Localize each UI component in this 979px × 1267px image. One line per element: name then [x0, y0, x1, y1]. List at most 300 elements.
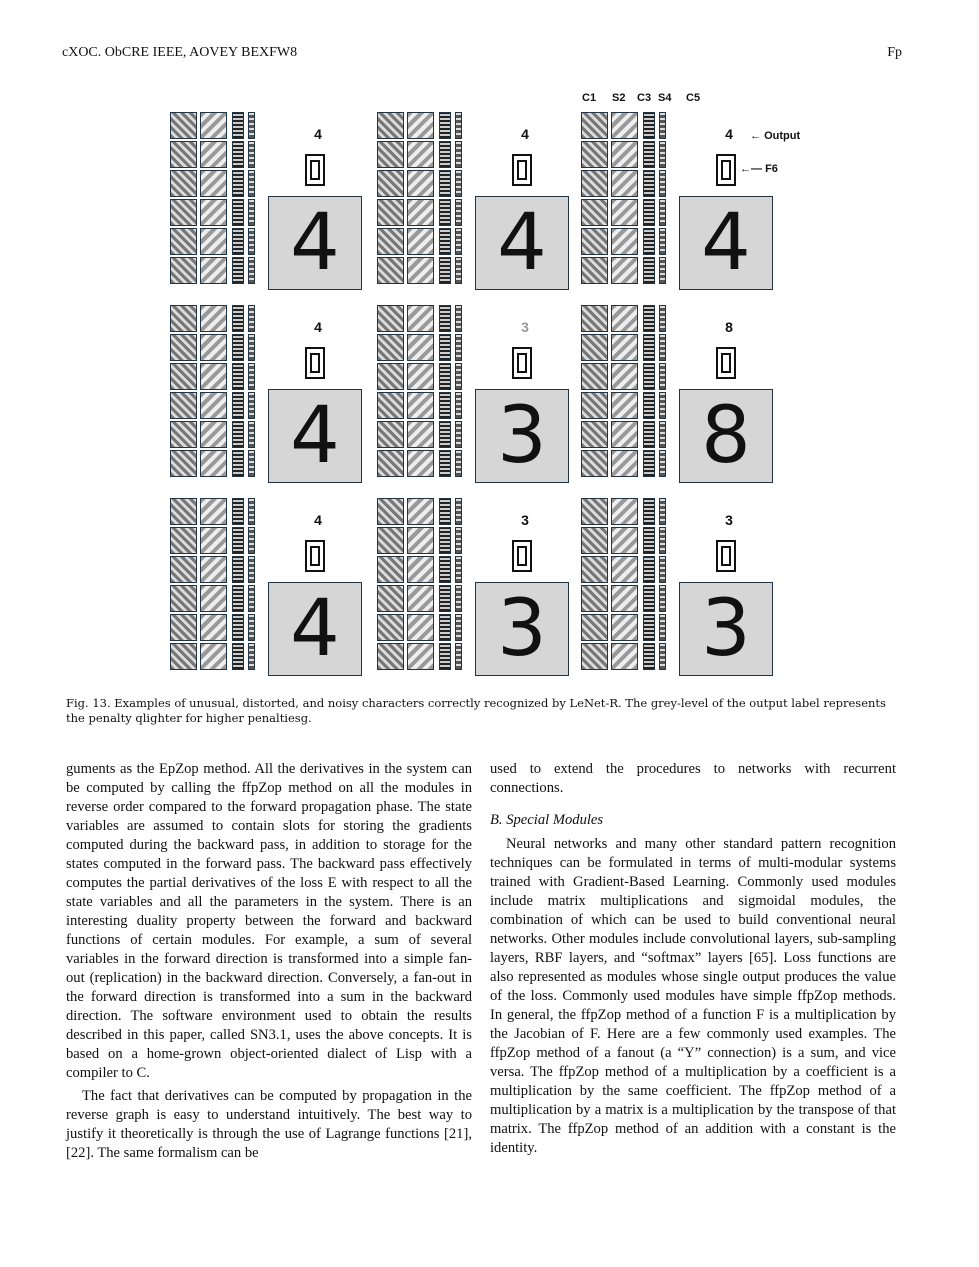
feature-map — [439, 643, 451, 670]
feature-map — [170, 199, 197, 226]
feature-map — [659, 450, 666, 477]
figure-panel — [581, 285, 777, 481]
feature-map — [455, 305, 462, 332]
feature-map — [407, 363, 434, 390]
feature-map-column — [659, 305, 666, 477]
feature-map — [377, 498, 404, 525]
feature-map — [611, 228, 638, 255]
feature-map-column — [232, 112, 244, 284]
feature-map — [455, 585, 462, 612]
feature-map — [659, 257, 666, 284]
feature-map — [407, 141, 434, 168]
feature-map — [659, 421, 666, 448]
feature-map — [611, 392, 638, 419]
feature-map — [232, 199, 244, 226]
feature-map — [248, 170, 255, 197]
f6-annotation: ←— F6 — [740, 163, 778, 175]
feature-map — [248, 305, 255, 332]
feature-map — [643, 585, 655, 612]
feature-map-column — [643, 305, 655, 477]
figure-panel — [377, 285, 573, 481]
feature-map — [200, 305, 227, 332]
feature-map — [439, 334, 451, 361]
feature-map-column — [439, 112, 451, 284]
feature-map — [455, 421, 462, 448]
feature-map — [611, 305, 638, 332]
feature-map — [377, 643, 404, 670]
feature-map — [377, 421, 404, 448]
feature-map — [439, 498, 451, 525]
feature-map — [581, 170, 608, 197]
paragraph: Neural networks and many other standard pattern recognition techniques can be formulated in terms of multi-modular systems trained with Gradient-Based Learning. Commonly used modules include matrix multiplications and sigmoidal modules, the combination of which can be used to build conventional neural networks. Other modules include convolutional layers, sub-sampling layers, RBF layers, and “softmax” layers [65]. Loss functions are also represented as modules whose single output produces the value of the loss. Commonly used modules have simple ffpZop methods. In general, the ffpZop method of a function F is a multiplication by the Jacobian of F. Here are a few commonly used examples. The ffpZop method of a fanout (a “Y” connection) is a sum, and vice versa. The ffpZop method of a multiplication by a coefficient is a multiplication by the same coefficient. The ffpZop method of a multiplication by a matrix is a multiplication by the transpose of that matrix. The ffpZop method of an addition with a constant is the identity. — [490, 836, 896, 1156]
feature-map — [439, 363, 451, 390]
feature-map — [659, 643, 666, 670]
feature-map — [643, 614, 655, 641]
feature-map — [581, 334, 608, 361]
feature-map — [659, 585, 666, 612]
feature-map — [377, 450, 404, 477]
input-image: 3 — [475, 389, 569, 483]
figure-panel — [377, 92, 573, 288]
feature-map — [170, 141, 197, 168]
f6-layer-map — [305, 347, 325, 379]
feature-map-column — [407, 305, 434, 477]
f6-layer-map — [716, 347, 736, 379]
feature-map — [232, 112, 244, 139]
feature-map — [455, 527, 462, 554]
paragraph: The fact that derivatives can be computed by propagation in the reverse graph is easy to understand intuitively. The best way to justify it theoretically is through the use of Lagrange functions [21], [22]. The same formalism can be — [66, 1088, 472, 1161]
feature-map — [643, 141, 655, 168]
feature-map — [200, 556, 227, 583]
feature-map — [659, 614, 666, 641]
feature-map — [407, 257, 434, 284]
feature-map — [659, 305, 666, 332]
feature-map — [232, 614, 244, 641]
feature-map — [200, 334, 227, 361]
output-digit: 4 — [521, 126, 529, 142]
feature-map — [232, 585, 244, 612]
input-image: 4 — [268, 389, 362, 483]
feature-map — [611, 170, 638, 197]
feature-map — [407, 334, 434, 361]
f6-layer-map — [512, 154, 532, 186]
feature-map-column — [170, 112, 197, 284]
feature-map — [643, 421, 655, 448]
feature-map — [581, 363, 608, 390]
feature-map — [377, 556, 404, 583]
page-number: Fp — [887, 45, 902, 60]
paragraph: guments as the EpZop method. All the derivatives in the system can be computed by calling the ffpZop method on all the modules in reverse order compared to the forward propagation phase. The state variables are assumed to contain slots for storing the gradients computed during the backward pass, in addition to storage for the states computed in the forward pass. The backward pass effectively computes the partial derivatives of the loss E with respect to all the state variables and all the parameters in the system. There is an interesting duality property between the forward and backward functions of certain modules. For example, a sum of several variables in the forward direction is transformed into a simple fan-out (replication) in the backward direction. Conversely, a fan-out in the forward direction is transformed into a sum in the backward direction. The software environment used to obtain the results described in this paper, called SN3.1, uses the above concepts. It is based on a home-grown object-oriented dialect of Lisp with a compiler to C. — [66, 761, 472, 1081]
feature-map — [407, 199, 434, 226]
feature-map — [170, 614, 197, 641]
feature-map — [611, 450, 638, 477]
feature-map — [659, 334, 666, 361]
feature-map — [232, 643, 244, 670]
f6-layer-map — [716, 540, 736, 572]
header-left: cXOC. ObCRE IEEE, AOVEY BEXFW8 — [62, 45, 298, 60]
feature-map-column — [170, 498, 197, 670]
feature-map — [581, 450, 608, 477]
feature-map-column — [455, 112, 462, 284]
feature-map — [439, 170, 451, 197]
feature-map — [643, 170, 655, 197]
feature-map — [170, 334, 197, 361]
feature-map — [200, 643, 227, 670]
figure-panel — [170, 92, 366, 288]
f6-layer-map — [716, 154, 736, 186]
feature-map — [248, 585, 255, 612]
feature-map — [377, 363, 404, 390]
feature-map — [439, 585, 451, 612]
feature-map — [377, 141, 404, 168]
feature-map — [248, 363, 255, 390]
feature-map — [248, 257, 255, 284]
feature-map-column — [439, 498, 451, 670]
output-digit: 3 — [521, 512, 529, 528]
feature-map-column — [581, 498, 608, 670]
figure-panel — [377, 478, 573, 674]
feature-map — [248, 392, 255, 419]
feature-map — [377, 112, 404, 139]
feature-map — [377, 392, 404, 419]
feature-map — [170, 170, 197, 197]
feature-map-column — [170, 305, 197, 477]
feature-map — [659, 228, 666, 255]
feature-map — [200, 199, 227, 226]
input-image: 3 — [679, 582, 773, 676]
feature-map — [611, 527, 638, 554]
feature-map — [643, 450, 655, 477]
feature-map-column — [407, 112, 434, 284]
feature-map — [232, 450, 244, 477]
input-image: 8 — [679, 389, 773, 483]
feature-map — [200, 585, 227, 612]
feature-map-column — [439, 305, 451, 477]
feature-map — [643, 643, 655, 670]
feature-map — [611, 556, 638, 583]
feature-map — [200, 614, 227, 641]
output-digit: 4 — [314, 126, 322, 142]
feature-map — [659, 112, 666, 139]
feature-map — [248, 141, 255, 168]
feature-map — [455, 643, 462, 670]
right-column — [490, 760, 896, 1158]
feature-map-column — [248, 305, 255, 477]
feature-map — [659, 199, 666, 226]
feature-map — [581, 498, 608, 525]
feature-map — [455, 498, 462, 525]
input-image: 4 — [475, 196, 569, 290]
feature-map — [248, 199, 255, 226]
feature-map — [439, 141, 451, 168]
feature-map — [170, 305, 197, 332]
feature-map — [232, 421, 244, 448]
feature-map — [232, 305, 244, 332]
feature-map — [455, 392, 462, 419]
feature-map — [581, 257, 608, 284]
feature-map — [659, 363, 666, 390]
feature-map — [643, 527, 655, 554]
feature-map — [407, 305, 434, 332]
feature-map — [377, 334, 404, 361]
feature-map — [170, 421, 197, 448]
feature-map — [455, 170, 462, 197]
feature-map — [407, 527, 434, 554]
feature-map-column — [248, 112, 255, 284]
feature-map — [407, 585, 434, 612]
feature-map — [643, 305, 655, 332]
feature-map — [248, 527, 255, 554]
feature-map — [611, 199, 638, 226]
feature-map — [232, 257, 244, 284]
feature-map-column — [611, 112, 638, 284]
feature-map-column — [659, 112, 666, 284]
feature-map — [439, 228, 451, 255]
feature-map — [455, 363, 462, 390]
input-image: 4 — [679, 196, 773, 290]
feature-map — [455, 112, 462, 139]
feature-map — [611, 257, 638, 284]
feature-map — [455, 141, 462, 168]
feature-map — [248, 450, 255, 477]
feature-map — [659, 527, 666, 554]
input-image: 3 — [475, 582, 569, 676]
feature-map-column — [643, 498, 655, 670]
feature-map — [170, 498, 197, 525]
feature-map-column — [643, 112, 655, 284]
feature-map — [248, 421, 255, 448]
feature-map — [407, 392, 434, 419]
feature-map — [407, 421, 434, 448]
layer-label-c1: C1 — [582, 92, 597, 104]
feature-map — [170, 228, 197, 255]
feature-map — [439, 450, 451, 477]
feature-map-column — [581, 305, 608, 477]
feature-map — [611, 334, 638, 361]
figure-13 — [170, 92, 810, 682]
feature-map-column — [377, 305, 404, 477]
feature-map — [455, 450, 462, 477]
feature-map — [232, 556, 244, 583]
feature-map — [611, 614, 638, 641]
feature-map — [581, 643, 608, 670]
feature-map — [170, 556, 197, 583]
feature-map — [170, 257, 197, 284]
f6-layer-map — [512, 347, 532, 379]
feature-map — [455, 556, 462, 583]
feature-map — [377, 199, 404, 226]
feature-map — [439, 421, 451, 448]
layer-label-c5: C5 — [686, 92, 701, 104]
feature-map — [611, 498, 638, 525]
feature-map — [407, 170, 434, 197]
section-heading: B. Special Modules — [490, 812, 604, 828]
feature-map — [439, 305, 451, 332]
feature-map — [200, 527, 227, 554]
feature-map-column — [611, 498, 638, 670]
feature-map — [611, 585, 638, 612]
feature-map — [455, 257, 462, 284]
feature-map — [659, 141, 666, 168]
layer-label-c3: C3 — [637, 92, 652, 104]
feature-map — [439, 257, 451, 284]
f6-layer-map — [305, 154, 325, 186]
feature-map-column — [659, 498, 666, 670]
feature-map — [581, 585, 608, 612]
feature-map — [232, 228, 244, 255]
figure-panel — [581, 92, 777, 288]
feature-map — [581, 556, 608, 583]
output-digit: 4 — [314, 319, 322, 335]
feature-map — [407, 112, 434, 139]
feature-map — [232, 498, 244, 525]
feature-map — [170, 112, 197, 139]
feature-map — [581, 421, 608, 448]
feature-map-column — [455, 498, 462, 670]
feature-map — [439, 392, 451, 419]
paragraph: used to extend the procedures to networks with recurrent connections. — [490, 761, 896, 796]
feature-map — [643, 363, 655, 390]
feature-map — [232, 392, 244, 419]
feature-map — [232, 170, 244, 197]
feature-map — [455, 614, 462, 641]
feature-map — [455, 228, 462, 255]
output-digit: 8 — [725, 319, 733, 335]
feature-map — [170, 643, 197, 670]
feature-map — [643, 498, 655, 525]
feature-map — [643, 257, 655, 284]
feature-map — [200, 392, 227, 419]
feature-map — [200, 421, 227, 448]
feature-map — [200, 112, 227, 139]
feature-map — [407, 450, 434, 477]
feature-map — [581, 527, 608, 554]
feature-map — [377, 585, 404, 612]
feature-map — [170, 392, 197, 419]
feature-map — [611, 112, 638, 139]
feature-map — [232, 527, 244, 554]
feature-map — [439, 112, 451, 139]
f6-layer-map — [512, 540, 532, 572]
feature-map-column — [232, 305, 244, 477]
feature-map — [232, 363, 244, 390]
output-digit: 4 — [725, 126, 733, 142]
feature-map — [407, 228, 434, 255]
running-header — [62, 45, 902, 67]
feature-map-column — [611, 305, 638, 477]
feature-map-column — [232, 498, 244, 670]
feature-map — [200, 228, 227, 255]
feature-map — [643, 199, 655, 226]
feature-map-column — [377, 498, 404, 670]
feature-map — [455, 334, 462, 361]
feature-map — [581, 199, 608, 226]
figure-caption: Fig. 13. Examples of unusual, distorted, and noisy characters correctly recognized by LeNet-R. The grey-level of the output label represents the penalty qlighter for higher penaltiesg. — [66, 696, 886, 725]
feature-map — [170, 527, 197, 554]
feature-map — [643, 556, 655, 583]
feature-map — [581, 112, 608, 139]
output-digit: 3 — [725, 512, 733, 528]
feature-map-column — [407, 498, 434, 670]
layer-label-s2: S2 — [612, 92, 626, 104]
feature-map — [232, 334, 244, 361]
feature-map — [659, 392, 666, 419]
feature-map-column — [377, 112, 404, 284]
feature-map — [611, 643, 638, 670]
feature-map — [659, 556, 666, 583]
feature-map — [407, 614, 434, 641]
feature-map — [611, 363, 638, 390]
feature-map — [439, 527, 451, 554]
feature-map — [248, 112, 255, 139]
feature-map — [581, 141, 608, 168]
feature-map — [581, 614, 608, 641]
output-label: Output — [764, 130, 801, 142]
feature-map — [170, 585, 197, 612]
feature-map — [248, 498, 255, 525]
output-digit: 3 — [521, 319, 529, 335]
feature-map — [439, 199, 451, 226]
feature-map — [659, 170, 666, 197]
feature-map — [377, 228, 404, 255]
left-column — [66, 760, 472, 1163]
figure-panel — [170, 478, 366, 674]
f6-layer-map — [305, 540, 325, 572]
feature-map — [643, 392, 655, 419]
figure-panel — [581, 478, 777, 674]
feature-map — [377, 170, 404, 197]
feature-map — [407, 498, 434, 525]
feature-map — [200, 141, 227, 168]
layer-label-s4: S4 — [658, 92, 672, 104]
feature-map — [581, 228, 608, 255]
figure-panel — [170, 285, 366, 481]
feature-map — [248, 556, 255, 583]
f6-label: F6 — [765, 163, 778, 175]
feature-map — [439, 614, 451, 641]
feature-map-column — [200, 498, 227, 670]
feature-map — [248, 614, 255, 641]
feature-map-column — [200, 305, 227, 477]
feature-map — [200, 257, 227, 284]
feature-map — [377, 257, 404, 284]
feature-map — [248, 643, 255, 670]
feature-map — [200, 170, 227, 197]
feature-map — [611, 141, 638, 168]
input-image: 4 — [268, 196, 362, 290]
feature-map — [377, 614, 404, 641]
feature-map — [248, 228, 255, 255]
feature-map — [407, 556, 434, 583]
feature-map — [377, 527, 404, 554]
feature-map — [377, 305, 404, 332]
feature-map — [232, 141, 244, 168]
feature-map — [455, 199, 462, 226]
feature-map — [170, 363, 197, 390]
feature-map — [439, 556, 451, 583]
feature-map-column — [581, 112, 608, 284]
feature-map-column — [455, 305, 462, 477]
feature-map — [581, 392, 608, 419]
feature-map — [643, 334, 655, 361]
feature-map — [581, 305, 608, 332]
feature-map — [659, 498, 666, 525]
feature-map-column — [248, 498, 255, 670]
output-digit: 4 — [314, 512, 322, 528]
feature-map — [248, 334, 255, 361]
feature-map — [200, 498, 227, 525]
output-annotation: ← Output — [750, 130, 801, 142]
